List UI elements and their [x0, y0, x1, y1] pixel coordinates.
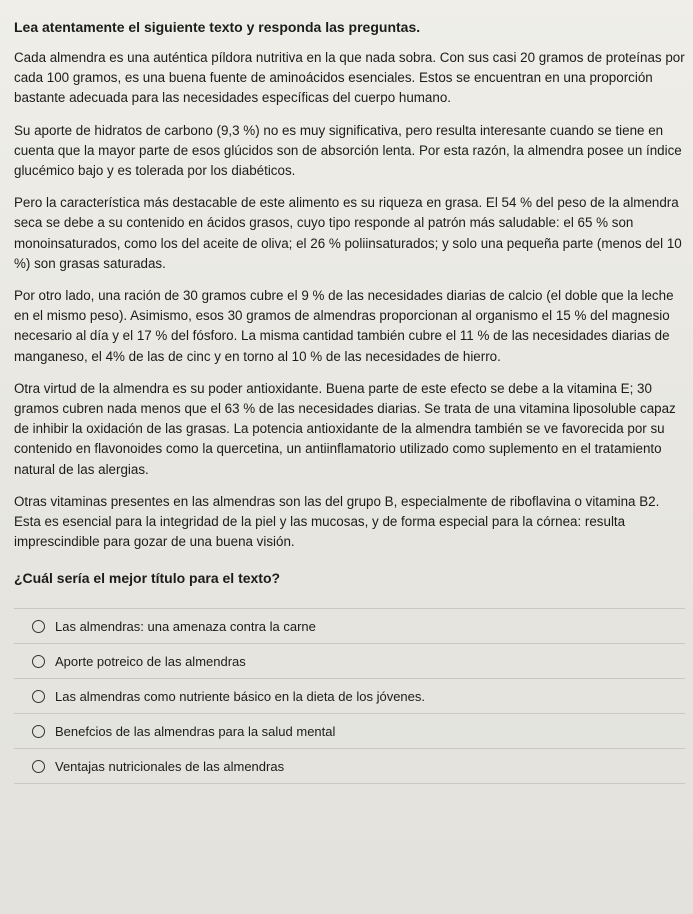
question-text: ¿Cuál sería el mejor título para el texto? — [14, 570, 281, 587]
answer-option-4[interactable] — [14, 713, 685, 748]
radio-button-icon[interactable] — [32, 760, 45, 773]
answer-option-1[interactable] — [14, 608, 685, 643]
answer-option-label: Aporte potreico de las almendras — [55, 653, 246, 669]
radio-button-icon[interactable] — [32, 725, 45, 738]
paragraph-antioxidants: Otra virtud de la almendra es su poder antioxidante. Buena parte de este efecto se debe a la vitamina E; 30 gramos cubren nada menos que el 63 % de las necesidades diarias. Se trata de una vitamina liposoluble capaz de inhibir la oxidación de las grasas. La potencia antioxidante de la almendra también se ve favorecida por su contenido en flavonoides como la quercetina, un antiinflamatorio utilizado como suplemento en el tratamiento natural de las alergias. — [14, 380, 676, 477]
paragraph-carbohydrates: Su aporte de hidratos de carbono (9,3 %) no es muy significativa, pero resulta interesante cuando se tiene en cuenta que la mayor parte de esos glúcidos son de absorción lenta. Por esta razón, la almendra posee un índice glucémico bajo y es tolerada por los diabéticos. — [14, 122, 682, 179]
paragraph-fats: Pero la característica más destacable de este alimento es su riqueza en grasa. El 54 % del peso de la almendra seca se debe a su contenido en ácidos grasos, cuyo tipo responde al patrón más saludable: el 65 % son monoinsaturados, como los del aceite de oliva; el 26 % poliinsaturados; y solo una pequeña parte (menos del 10 %) son grasas saturadas. — [14, 195, 682, 271]
answer-option-label: Ventajas nutricionales de las almendras — [55, 758, 285, 774]
paragraph-vitamins: Otras vitaminas presentes en las almendras son las del grupo B, especialmente de riboflavina o vitamina B2. Esta es esencial para la integridad de la piel y las mucosas, y de forma especial para la córnea: resulta imprescindible para gozar de una buena visión. — [14, 493, 660, 550]
radio-button-icon[interactable] — [32, 690, 45, 703]
answer-option-label: Las almendras como nutriente básico en la dieta de los jóvenes. — [55, 688, 425, 704]
answer-option-5[interactable] — [14, 748, 685, 784]
answer-option-label: Las almendras: una amenaza contra la carne — [55, 618, 316, 634]
answer-option-label: Benefcios de las almendras para la salud mental — [55, 723, 336, 739]
answer-options — [14, 608, 685, 784]
paragraph-proteins: Cada almendra es una auténtica píldora nutritiva en la que nada sobra. Con sus casi 20 gramos de proteínas por cada 100 gramos, es una buena fuente de aminoácidos esenciales. Estos se encuentran en una proporción bastante adecuada para las necesidades específicas del cuerpo humano. — [14, 50, 685, 106]
answer-option-2[interactable] — [14, 643, 685, 678]
answer-option-3[interactable] — [14, 678, 685, 713]
radio-button-icon[interactable] — [32, 655, 45, 668]
paragraph-minerals: Por otro lado, una ración de 30 gramos cubre el 9 % de las necesidades diarias de calcio (el doble que la leche en el mismo peso). Asimismo, esos 30 gramos de almendras proporcionan al organismo el 15 % del magnesio necesario al día y el 17 % del fósforo. La misma cantidad también cubre el 11 % de las necesidades diarias de manganeso, el 4% de las de cinc y en torno al 10 % de las necesidades de hierro. — [14, 288, 674, 364]
instruction-text: Lea atentamente el siguiente texto y responda las preguntas. — [14, 19, 421, 35]
radio-button-icon[interactable] — [32, 620, 45, 633]
